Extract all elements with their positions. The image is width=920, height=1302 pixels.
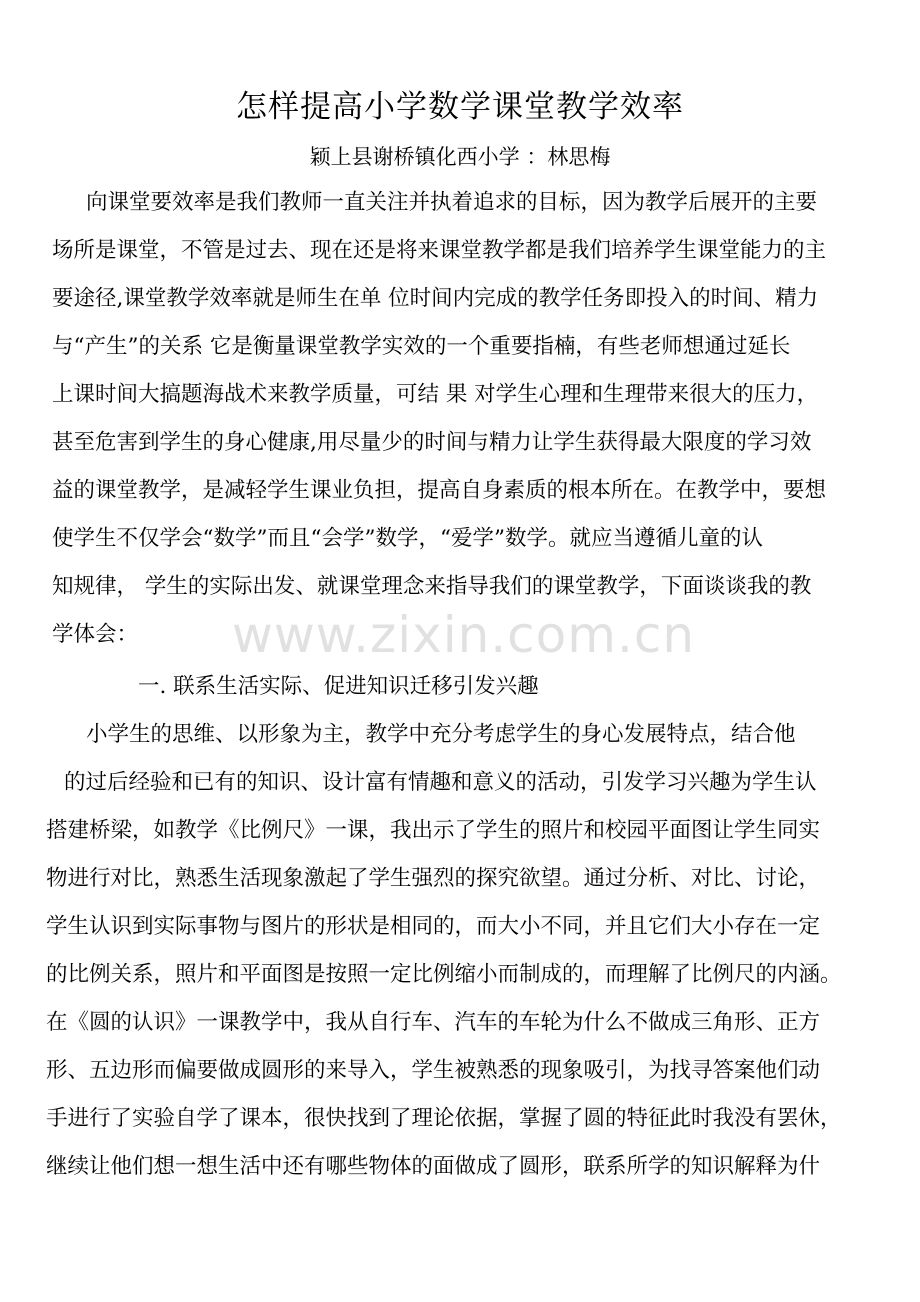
paragraph-line: 形、五边形而偏要做成圆形的来导入，学生被熟悉的现象吸引，为找寻答案他们动: [46, 1058, 821, 1083]
paragraph-line: 继续让他们想一想生活中还有哪些物体的面做成了圆形，联系所学的知识解释为什: [46, 1154, 821, 1179]
paragraph-line: 搭建桥梁，如教学《比例尺》一课，我出示了学生的照片和校园平面图让学生同实: [46, 818, 821, 843]
paragraph-line: 手进行了实验自学了课本，很快找到了理论依据，掌握了圆的特征此时我没有罢休，: [46, 1106, 842, 1131]
paragraph-line: 知规律， 学生的实际出发、就课堂理念来指导我们的课堂教学，下面谈谈我的教: [52, 574, 812, 599]
paragraph-line: 的过后经验和已有的知识、设计富有情趣和意义的活动，引发学习兴趣为学生认: [64, 770, 817, 795]
paragraph-line: 要途径,课堂教学效率就是师生在单 位时间内完成的教学任务即投入的时间、精力: [52, 286, 819, 311]
document-title: 怎样提高小学数学课堂教学效率: [236, 89, 684, 125]
paragraph-line: 学体会：: [52, 622, 139, 647]
paragraph-line: 使学生不仅学会“数学”而且“会学”数学，“爱学”数学。就应当遵循儿童的认: [52, 526, 763, 551]
paragraph-line: 益的课堂教学，是减轻学生课业负担，提高自身素质的根本所在。在教学中，要想: [52, 478, 827, 503]
paragraph-line: 在《圆的认识》一课教学中，我从自行车、汽车的车轮为什么不做成三角形、正方: [46, 1010, 821, 1035]
paragraph-line: 的比例关系，照片和平面图是按照一定比例缩小而制成的，而理解了比例尺的内涵。: [46, 962, 842, 987]
paragraph-line: 向课堂要效率是我们教师一直关注并执着追求的目标，因为教学后展开的主要: [86, 190, 818, 215]
paragraph-line: 上课时间大搞题海战术来教学质量，可结 果 对学生心理和生理带来很大的压力，: [52, 382, 819, 407]
watermark: www.zixin.com.cn: [232, 606, 696, 664]
paragraph-line: 物进行对比，熟悉生活现象激起了学生强烈的探究欲望。通过分析、对比、讨论，: [46, 866, 821, 891]
paragraph-line: 甚至危害到学生的身心健康,用尽量少的时间与精力让学生获得最大限度的学习效: [52, 430, 812, 455]
section-heading: 一. 联系生活实际、促进知识迁移引发兴趣: [138, 674, 539, 699]
author-line: 颖上县谢桥镇化西小学 ：林思梅: [309, 145, 611, 169]
paragraph-line: 与“产生”的关系 它是衡量课堂教学实效的一个重要指楠，有些老师想通过延长: [52, 334, 791, 359]
paragraph-line: 场所是课堂，不管是过去、现在还是将来课堂教学都是我们培养学生课堂能力的主: [52, 238, 827, 263]
paragraph-line: 学生认识到实际事物与图片的形状是相同的，而大小不同，并且它们大小存在一定: [46, 914, 821, 939]
paragraph-line: 小学生的思维、以形象为主，教学中充分考虑学生的身心发展特点，结合他: [86, 722, 796, 747]
